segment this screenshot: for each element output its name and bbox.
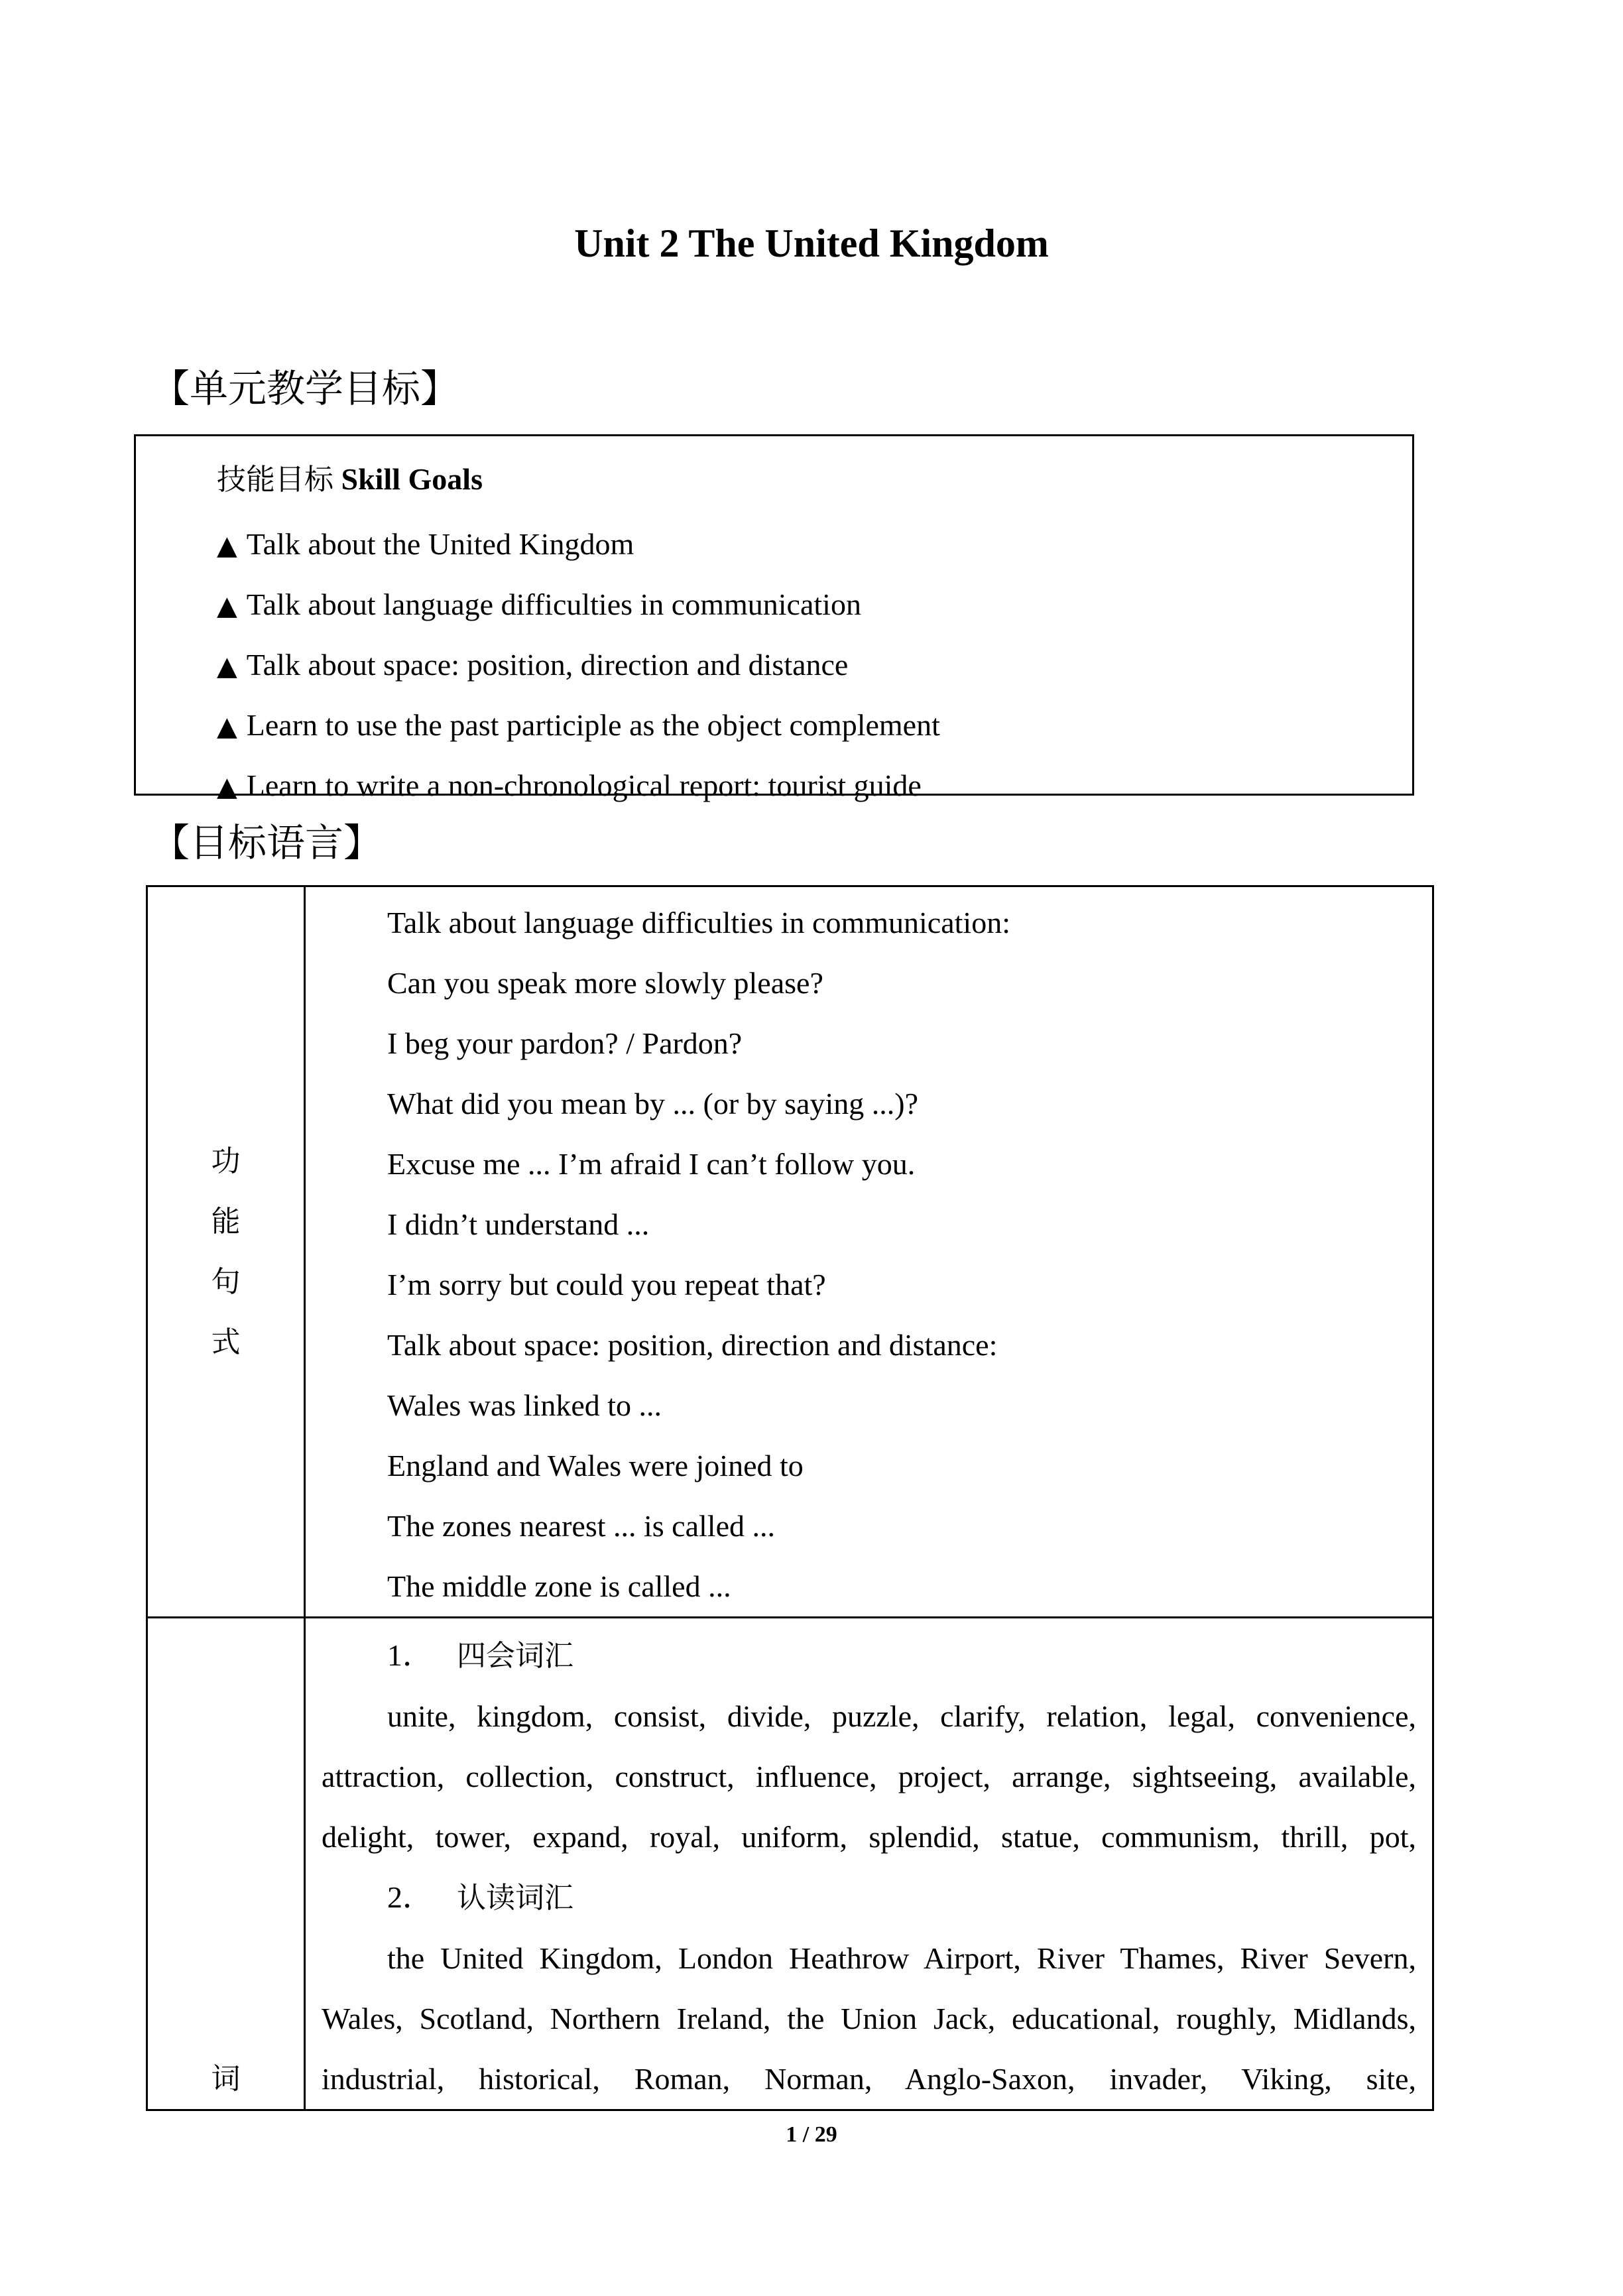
page-number: 1 / 29: [786, 2122, 837, 2147]
category-cell-functional: 功 能 句 式: [147, 886, 305, 1618]
list-item: I’m sorry but could you repeat that?: [387, 1268, 826, 1301]
vocab-group2-heading: 2． 认读词汇: [387, 1880, 573, 1915]
table-row-vocabulary: [147, 1618, 1433, 2110]
skill-goals-heading-zh: 技能目标: [217, 463, 333, 497]
skill-goals-box: [134, 434, 1414, 802]
list-item: The zones nearest ... is called ...: [387, 1509, 775, 1543]
list-item: ▲ Talk about space: position, direction and distance: [217, 648, 849, 682]
section-heading-teaching-goals: 【单元教学目标】: [151, 366, 459, 411]
functional-sentences-list: [306, 887, 1432, 1616]
skill-goals-list: [217, 514, 940, 816]
vocab-group1-words: unite, kingdom, consist, divide, puzzle, clarify, relation, legal, convenience, attraction, collection, construct, influence, project, arrange, sightseeing, available, delight, tower, expand, royal, uniform, splendid, statue, communism, thrill, pot,: [322, 1699, 1416, 1854]
triangle-bullet-icon: ▲: [217, 651, 237, 682]
list-item: What did you mean by ... (or by saying ...)?: [387, 1087, 918, 1120]
section-heading-target-language: 【目标语言】: [151, 820, 383, 865]
list-item: I didn’t understand ...: [387, 1207, 650, 1241]
list-item: Talk about language difficulties in communication:: [387, 906, 1010, 939]
list-item: ▲ Talk about the United Kingdom: [217, 527, 634, 561]
list-item: ▲ Learn to use the past participle as the object complement: [217, 708, 940, 742]
page-title: Unit 2 The United Kingdom: [574, 221, 1049, 265]
list-item: Excuse me ... I’m afraid I can’t follow you.: [387, 1147, 916, 1181]
list-item: Can you speak more slowly please?: [387, 966, 823, 1000]
table-row-functional: [147, 886, 1433, 1618]
list-item: Talk about space: position, direction and distance:: [387, 1328, 998, 1362]
list-item: The middle zone is called ...: [387, 1569, 731, 1603]
category-cell-vocabulary: 词: [147, 1618, 305, 2110]
triangle-bullet-icon: ▲: [217, 711, 237, 742]
triangle-bullet-icon: ▲: [217, 772, 237, 802]
list-item: England and Wales were joined to: [387, 1449, 804, 1482]
triangle-bullet-icon: ▲: [217, 530, 237, 561]
skill-goals-heading: [217, 453, 483, 507]
list-item: Wales was linked to ...: [387, 1388, 662, 1422]
functional-sentences-cell: [305, 886, 1433, 1618]
vocab-group2-words: the United Kingdom, London Heathrow Airport, River Thames, River Severn, Wales, Scotland, Northern Ireland, the Union Jack, educational, roughly, Midlands, industrial, historical, Roman, Norman, Anglo-Saxon, invader, Viking, site,: [322, 1941, 1416, 2096]
target-language-table: [146, 885, 1434, 2111]
skill-goals-heading-en: Skill Goals: [341, 462, 483, 496]
list-item: I beg your pardon? / Pardon?: [387, 1026, 743, 1060]
vocabulary-cell: [305, 1618, 1433, 2110]
vocab-group1-heading: 1． 四会词汇: [387, 1638, 573, 1673]
list-item: ▲ Talk about language difficulties in communication: [217, 587, 861, 621]
list-item: ▲ Learn to write a non-chronological report: tourist guide: [217, 768, 922, 802]
triangle-bullet-icon: ▲: [217, 591, 237, 621]
